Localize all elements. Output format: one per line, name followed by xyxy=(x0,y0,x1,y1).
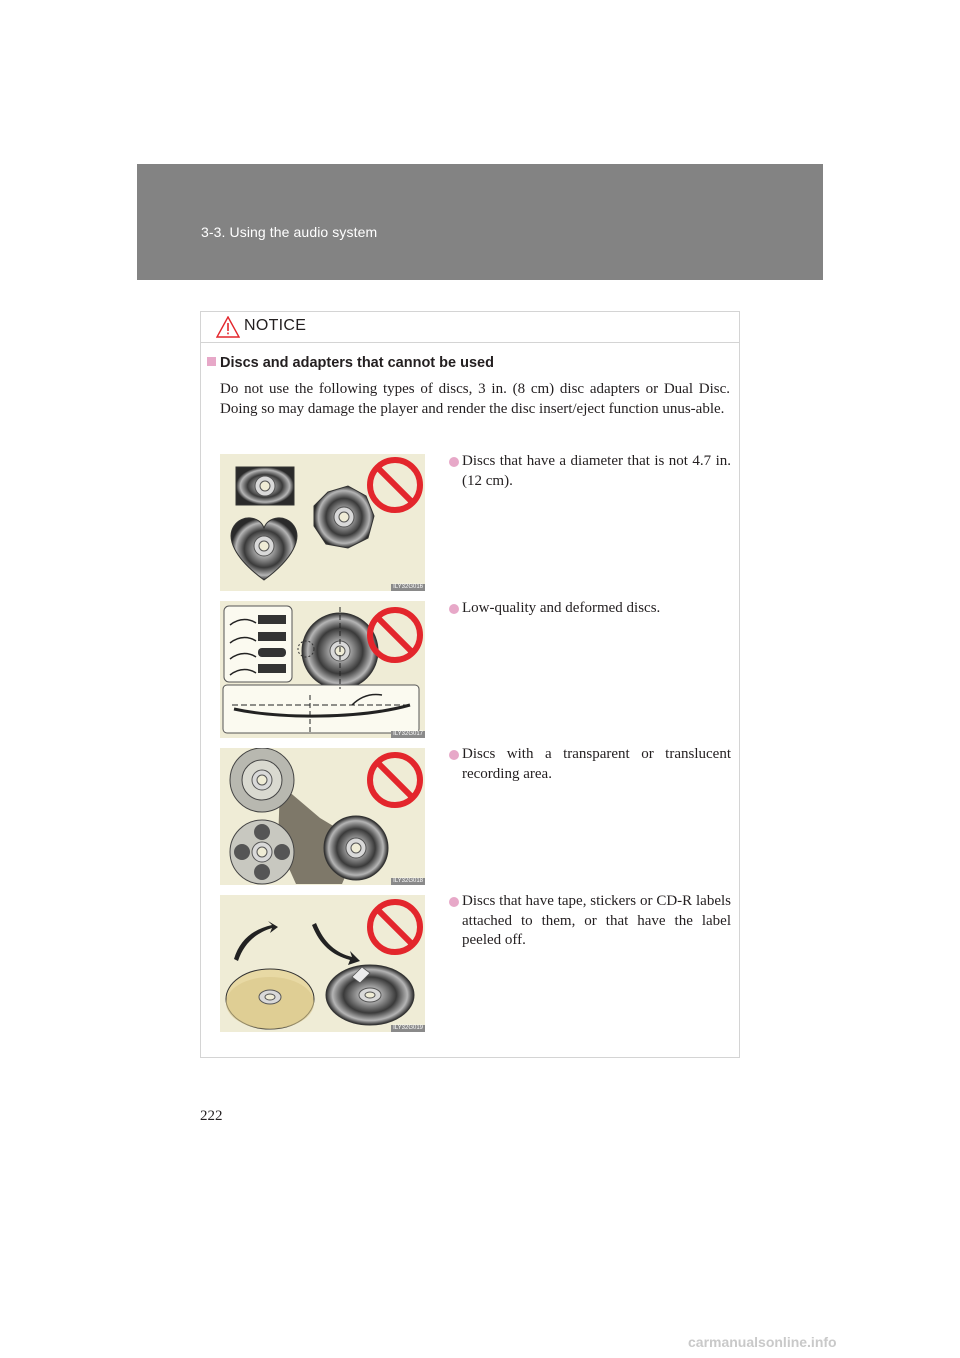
bullet-dot-icon xyxy=(449,604,459,614)
notice-heading-text: Discs and adapters that cannot be used xyxy=(220,355,494,371)
odd-shape-discs-illustration xyxy=(220,454,425,591)
notice-item-text: Low-quality and deformed discs. xyxy=(462,600,661,616)
notice-item-text: Discs that have tape, stickers or CD-R labels attached to them, or that have the label peeled off. xyxy=(462,893,731,948)
notice-item xyxy=(449,745,731,784)
warning-triangle-icon xyxy=(216,316,240,338)
notice-heading xyxy=(207,355,494,371)
watermark: carmanualsonline.info xyxy=(688,1334,837,1350)
square-bullet-icon xyxy=(207,357,216,366)
notice-item xyxy=(449,892,731,951)
notice-box xyxy=(200,311,740,1058)
notice-item-text: Discs with a transparent or translucent recording area. xyxy=(462,746,731,782)
deformed-discs-illustration xyxy=(220,601,425,738)
image-code: ILY32G019 xyxy=(393,1025,423,1031)
transparent-discs-illustration xyxy=(220,748,425,885)
bullet-dot-icon xyxy=(449,750,459,760)
bullet-dot-icon xyxy=(449,457,459,467)
bullet-dot-icon xyxy=(449,897,459,907)
notice-item xyxy=(449,452,731,491)
notice-title: NOTICE xyxy=(244,317,307,334)
labeled-discs-illustration xyxy=(220,895,425,1032)
image-code: ILY32G016 xyxy=(393,584,423,590)
image-code: ILY32G017 xyxy=(393,731,423,737)
header-band xyxy=(137,164,823,280)
image-code: ILY32G018 xyxy=(393,878,423,884)
notice-header xyxy=(201,312,739,343)
notice-item xyxy=(449,599,731,619)
notice-intro: Do not use the following types of discs, 3 in. (8 cm) disc adapters or Dual Disc. Doing so may damage the player and render the disc insert/eject function unus-able. xyxy=(220,381,730,417)
section-title: 3-3. Using the audio system xyxy=(201,224,378,240)
page-number: 222 xyxy=(200,1108,223,1124)
notice-item-text: Discs that have a diameter that is not 4.7 in. (12 cm). xyxy=(462,453,731,489)
